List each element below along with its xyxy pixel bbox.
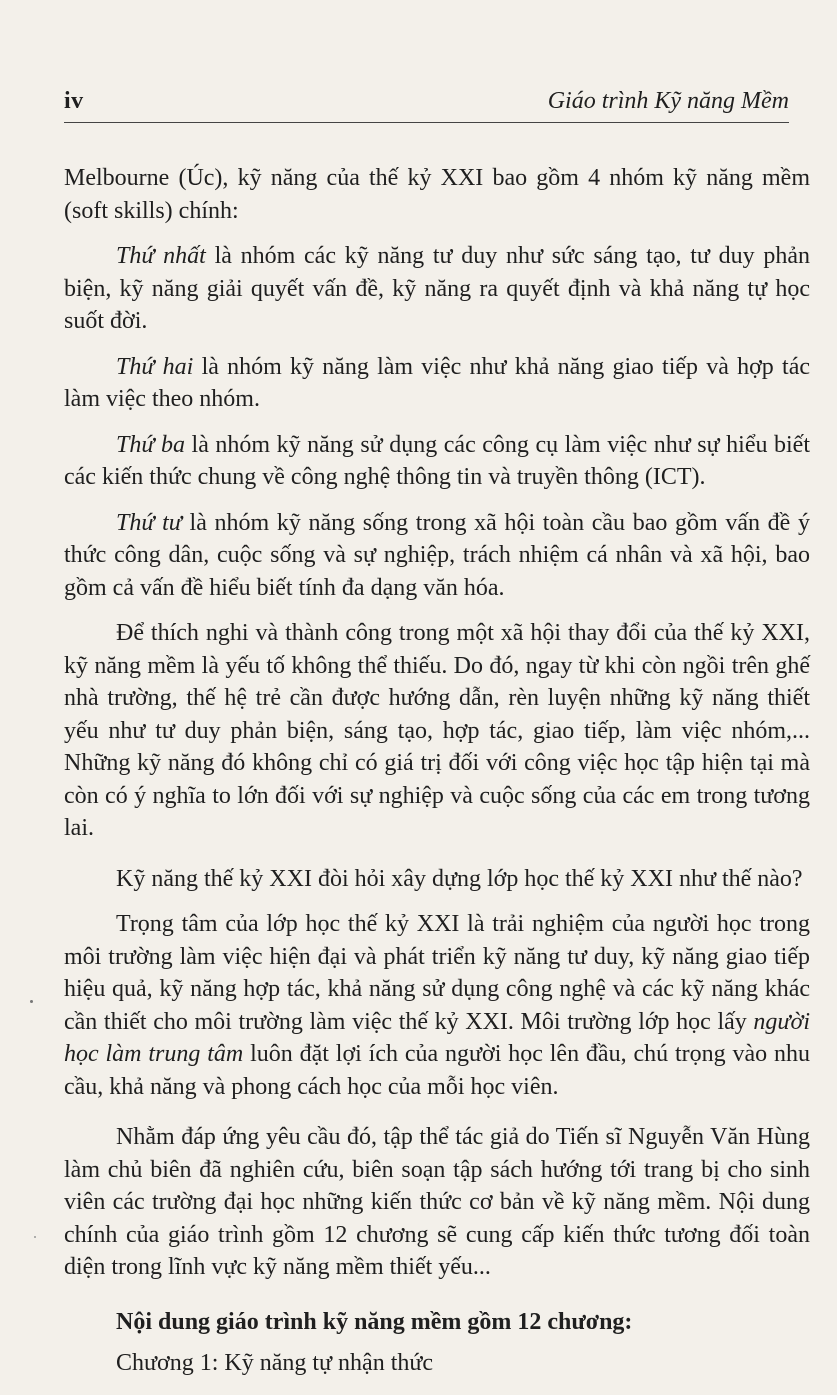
paragraph: Nhằm đáp ứng yêu cầu đó, tập thể tác giả do Tiến sĩ Nguyễn Văn Hùng làm chủ biên đã nghiên cứu, biên soạn tập sách hướng tới trang bị cho sinh viên các trường đại học những kiến thức cơ bản về kỹ năng mềm. Nội dung chính của giáo trình gồm 12 chương sẽ cung cấp kiến thức tương đối toàn diện trong lĩnh vực kỹ năng mềm thiết yếu... xyxy=(64,1124,810,1280)
paper-speck xyxy=(34,1236,36,1238)
paragraph: Để thích nghi và thành công trong một xã hội thay đổi của thế kỷ XXI, kỹ năng mềm là yếu tố không thể thiếu. Do đó, ngay từ khi còn ngồi trên ghế nhà trường, thế hệ trẻ cần được hướng dẫn, rèn luyện những kỹ năng thiết yếu như tư duy phản biện, sáng tạo, hợp tác, giao tiếp, làm việc nhóm,... Những kỹ năng đó không chỉ có giá trị đối với công việc học tập hiện tại mà còn có ý nghĩa to lớn đối với sự nghiệp và cuộc sống của các em trong tương lai. xyxy=(64,620,810,841)
emphasis: người học làm trung tâm xyxy=(64,1008,810,1067)
paragraph xyxy=(64,240,810,338)
paragraph: Melbourne (Úc), kỹ năng của thế kỷ XXI bao gồm 4 nhóm kỹ năng mềm (soft skills) chính: xyxy=(64,165,810,224)
emphasis: Thứ ba xyxy=(116,431,185,458)
body-text xyxy=(64,162,810,1393)
paragraph xyxy=(64,908,810,1103)
page-number: iv xyxy=(64,88,84,114)
paragraph-text: Trọng tâm của lớp học thế kỷ XXI là trải nghiệm của người học trong môi trường làm việc hiện đại và phát triển kỹ năng tư duy, kỹ năng giao tiếp hiệu quả, kỹ năng hợp tác, khả năng sử dụng công nghệ và các kỹ năng khác cần thiết cho môi trường làm việc thế kỷ XXI. Môi trường lớp học lấy xyxy=(64,911,810,1035)
section-heading: Nội dung giáo trình kỹ năng mềm gồm 12 chương: xyxy=(116,1308,633,1335)
emphasis: Thứ nhất xyxy=(116,243,206,269)
paragraph-text: luôn đặt lợi ích của người học lên đầu, chú trọng vào nhu cầu, khả năng và phong cách học của mỗi học viên. xyxy=(64,1041,810,1100)
paragraph-text: là nhóm kỹ năng sống trong xã hội toàn cầu bao gồm vấn đề ý thức công dân, cuộc sống và sự nghiệp, trách nhiệm cá nhân và xã hội, bao gồm cả vấn đề hiểu biết tính đa dạng văn hóa. xyxy=(64,509,810,601)
emphasis: Thứ hai xyxy=(116,353,194,380)
paragraph-text: là nhóm các kỹ năng tư duy như sức sáng tạo, tư duy phản biện, kỹ năng giải quyết vấn đề, kỹ năng ra quyết định và khả năng tự học suốt đời. xyxy=(64,243,811,334)
running-header xyxy=(64,88,789,123)
paper-speck xyxy=(30,1000,33,1003)
paragraph xyxy=(64,351,810,416)
chapter-list-item: Chương 1: Kỹ năng tự nhận thức xyxy=(116,1350,434,1376)
paragraph: Kỹ năng thế kỷ XXI đòi hỏi xây dựng lớp học thế kỷ XXI như thế nào? xyxy=(116,865,803,892)
running-title: Giáo trình Kỹ năng Mềm xyxy=(547,88,789,114)
emphasis: Thứ tư xyxy=(116,509,182,536)
paragraph xyxy=(64,507,810,605)
paragraph xyxy=(64,429,810,494)
paragraph-text: là nhóm kỹ năng sử dụng các công cụ làm việc như sự hiểu biết các kiến thức chung về công nghệ thông tin và truyền thông (ICT). xyxy=(64,431,811,490)
paragraph-text: là nhóm kỹ năng làm việc như khả năng giao tiếp và hợp tác làm việc theo nhóm. xyxy=(64,353,811,412)
